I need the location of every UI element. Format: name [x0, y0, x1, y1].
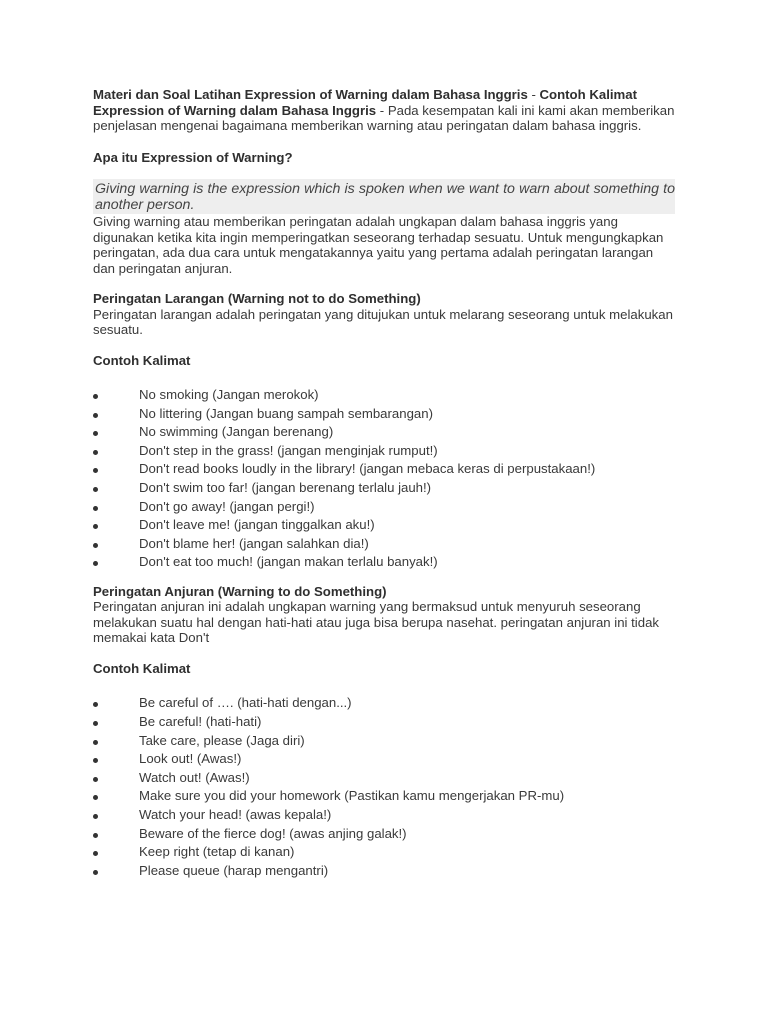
- intro-paragraph: [93, 87, 675, 134]
- bullet-icon: [93, 561, 98, 566]
- bullet-icon: [93, 795, 98, 800]
- bullet-icon: [93, 870, 98, 875]
- list-item: [93, 769, 675, 788]
- article-title: Materi dan Soal Latihan Expression of Warning dalam Bahasa Inggris: [93, 87, 528, 102]
- list-item: [93, 479, 675, 498]
- list-item-text: Don't go away! (jangan pergi!): [139, 498, 315, 514]
- bullet-icon: [93, 394, 98, 399]
- list-item: [93, 553, 675, 572]
- bullet-icon: [93, 740, 98, 745]
- title-separator: -: [527, 87, 540, 102]
- anjuran-list: [93, 694, 675, 880]
- list-item-text: Don't step in the grass! (jangan menginjak rumput!): [139, 442, 438, 458]
- list-item-text: No littering (Jangan buang sampah sembarangan): [139, 405, 433, 421]
- list-item-text: Don't read books loudly in the library! (jangan mebaca keras di perpustakaan!): [139, 461, 596, 477]
- list-item-text: Don't eat too much! (jangan makan terlalu banyak!): [139, 554, 438, 570]
- list-item: [93, 694, 675, 713]
- list-item-text: Don't leave me! (jangan tinggalkan aku!): [139, 517, 375, 533]
- list-item-text: Be careful! (hati-hati): [139, 714, 262, 730]
- bullet-icon: [93, 413, 98, 418]
- list-item: [93, 862, 675, 881]
- heading-larangan: Peringatan Larangan (Warning not to do Something): [93, 291, 421, 306]
- bullet-icon: [93, 524, 98, 529]
- subtitle-separator: -: [376, 102, 388, 118]
- list-item: [93, 787, 675, 806]
- bullet-icon: [93, 758, 98, 763]
- list-item-text: Look out! (Awas!): [139, 751, 242, 767]
- list-item: [93, 386, 675, 405]
- bullet-icon: [93, 702, 98, 707]
- list-item-text: Don't blame her! (jangan salahkan dia!): [139, 535, 369, 551]
- list-item: [93, 843, 675, 862]
- definition-quote: Giving warning is the expression which is spoken when we want to warn about something to another person.: [95, 181, 675, 213]
- list-item-text: No smoking (Jangan merokok): [139, 387, 319, 402]
- list-item-text: Watch out! (Awas!): [139, 769, 250, 785]
- heading-contoh-larangan: Contoh Kalimat: [93, 352, 191, 368]
- list-item: [93, 460, 675, 479]
- bullet-icon: [93, 851, 98, 856]
- list-item-text: Watch your head! (awas kepala!): [139, 807, 332, 822]
- list-item: [93, 713, 675, 732]
- intro-text: Pada kesempatan kali ini kami akan memberikan penjelasan mengenai bagaimana memberikan warning atau peringatan dalam bahasa inggris.: [93, 102, 675, 133]
- list-item: [93, 825, 675, 844]
- bullet-icon: [93, 431, 98, 436]
- article: [93, 87, 675, 880]
- list-item-text: Make sure you did your homework (Pastikan kamu mengerjakan PR-mu): [139, 788, 565, 804]
- bullet-icon: [93, 833, 98, 838]
- bullet-icon: [93, 506, 98, 511]
- bullet-icon: [93, 450, 98, 455]
- list-item-text: Keep right (tetap di kanan): [139, 844, 295, 860]
- list-item-text: No swimming (Jangan berenang): [139, 424, 334, 440]
- bullet-icon: [93, 543, 98, 548]
- list-item: [93, 498, 675, 517]
- larangan-list: [93, 386, 675, 572]
- list-item-text: Take care, please (Jaga diri): [139, 732, 305, 748]
- list-item: [93, 732, 675, 751]
- list-item: [93, 516, 675, 535]
- bullet-icon: [93, 487, 98, 492]
- heading-what-is-warning: Apa itu Expression of Warning?: [93, 149, 293, 165]
- list-item-text: Don't swim too far! (jangan berenang terlalu jauh!): [139, 479, 432, 495]
- bullet-icon: [93, 777, 98, 782]
- what-body: Giving warning atau memberikan peringatan adalah ungkapan dalam bahasa inggris yang digunakan ketika kita ingin memperingatkan seseorang terhadap sesuatu. Untuk mengungkapkan peringatan, ada dua cara untuk mengatakannya yaitu yang pertama adalah peringatan larangan dan peringatan anjuran.: [93, 214, 664, 276]
- bullet-icon: [93, 468, 98, 473]
- larangan-body: Peringatan larangan adalah peringatan yang ditujukan untuk melarang seseorang untuk melakukan sesuatu.: [93, 306, 673, 337]
- list-item: [93, 423, 675, 442]
- list-item: [93, 405, 675, 424]
- list-item: [93, 442, 675, 461]
- bullet-icon: [93, 814, 98, 819]
- bullet-icon: [93, 721, 98, 726]
- heading-contoh-anjuran: Contoh Kalimat: [93, 660, 191, 676]
- list-item-text: Please queue (harap mengantri): [139, 862, 329, 878]
- list-item: [93, 535, 675, 554]
- anjuran-body: Peringatan anjuran ini adalah ungkapan warning yang bermaksud untuk menyuruh seseorang melakukan suatu hal dengan hati-hati atau juga bisa berupa nasehat. peringatan anjuran ini tidak memakai kata Don't: [93, 599, 659, 646]
- article-subtitle: Contoh Kalimat Expression of Warning dalam Bahasa Inggris: [93, 87, 637, 118]
- heading-anjuran: Peringatan Anjuran (Warning to do Something): [93, 583, 387, 599]
- list-item: [93, 806, 675, 825]
- list-item-text: Be careful of …. (hati-hati dengan...): [139, 695, 352, 711]
- list-item: [93, 750, 675, 769]
- list-item-text: Beware of the fierce dog! (awas anjing galak!): [139, 825, 407, 841]
